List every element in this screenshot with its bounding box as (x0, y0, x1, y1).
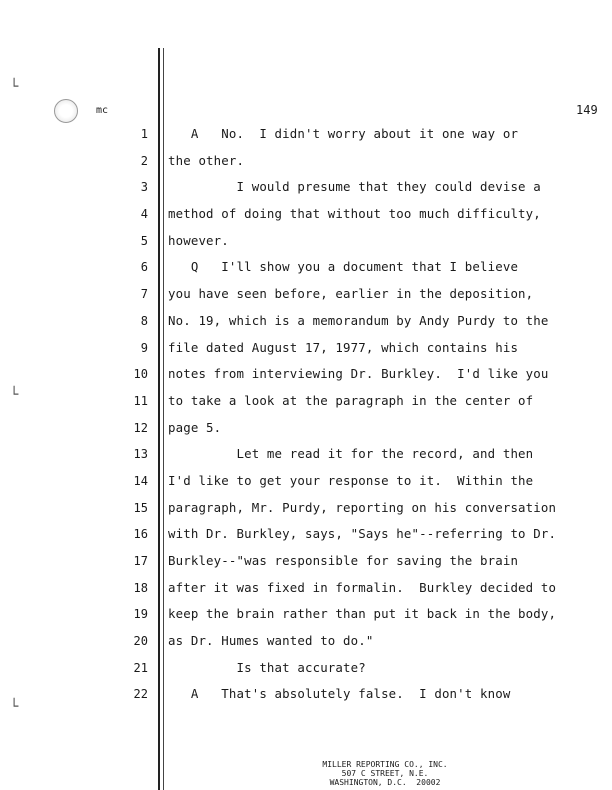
transcript-lines (0, 124, 612, 711)
line-text: keep the brain rather than put it back in the body, (168, 606, 557, 622)
line-number: 13 (133, 447, 148, 462)
line-number: 15 (133, 500, 148, 515)
transcript-line (0, 658, 612, 685)
line-number: 10 (133, 367, 148, 382)
transcript-line (0, 551, 612, 578)
line-number: 20 (133, 634, 148, 649)
footer-company: MILLER REPORTING CO., INC. (322, 760, 448, 769)
line-number: 6 (140, 260, 148, 275)
line-text: Burkley--"was responsible for saving the brain (168, 553, 519, 568)
line-number: 19 (133, 607, 148, 622)
line-number: 16 (133, 527, 148, 542)
line-text: the other. (168, 152, 245, 168)
line-number: 17 (133, 554, 148, 568)
line-number: 3 (140, 180, 148, 195)
transcript-line (0, 498, 612, 525)
line-text: Let me read it for the record, and then (168, 446, 534, 462)
transcript-line (0, 578, 612, 605)
line-text: you have seen before, earlier in the deposition, (168, 286, 534, 302)
line-number: 21 (133, 660, 148, 675)
transcript-line (0, 471, 612, 498)
line-text: paragraph, Mr. Purdy, reporting on his conversation (168, 499, 557, 515)
transcript-line (0, 631, 612, 658)
transcript-line (0, 204, 612, 231)
transcript-line (0, 311, 612, 338)
line-number: 18 (133, 580, 148, 595)
reporter-footer (290, 760, 480, 787)
line-text: I'd like to get your response to it. Within the (168, 472, 534, 488)
binding-mark: └ (10, 699, 19, 715)
line-number: 12 (133, 420, 148, 435)
footer-street: 507 C STREET, N.E. (341, 769, 429, 778)
transcript-line (0, 151, 612, 178)
transcript-line (0, 124, 612, 151)
page-number: 149 (576, 103, 598, 117)
transcript-line (0, 338, 612, 365)
line-number: 7 (140, 287, 148, 302)
transcript-line (0, 391, 612, 418)
binding-mark: └ (10, 387, 19, 403)
transcript-line (0, 257, 612, 284)
line-text: A No. I didn't worry about it one way or (168, 126, 519, 141)
line-number: 8 (140, 313, 148, 328)
line-text: page 5. (168, 419, 222, 435)
transcript-line (0, 684, 612, 711)
line-number: 9 (140, 340, 148, 355)
transcript-line (0, 177, 612, 204)
transcript-line (0, 231, 612, 258)
line-text: Q I'll show you a document that I believe (168, 259, 519, 275)
punch-hole-mark (54, 99, 78, 123)
line-number: 1 (140, 127, 148, 141)
transcript-line (0, 418, 612, 445)
line-number: 4 (140, 207, 148, 222)
transcript-line (0, 524, 612, 551)
reporter-initials: mc (96, 105, 109, 116)
line-text: A That's absolutely false. I don't know (168, 686, 511, 702)
transcript-line (0, 604, 612, 631)
line-text: notes from interviewing Dr. Burkley. I'd like you (168, 366, 549, 382)
transcript-line (0, 284, 612, 311)
line-text: method of doing that without too much difficulty, (168, 206, 541, 222)
line-number: 14 (133, 473, 148, 488)
line-text: with Dr. Burkley, says, "Says he"--referring to Dr. (168, 526, 557, 542)
line-number: 22 (133, 687, 148, 702)
line-number: 5 (140, 233, 148, 248)
footer-city: WASHINGTON, D.C. 20002 (329, 778, 441, 787)
line-text: to take a look at the paragraph in the center of (168, 392, 534, 408)
line-number: 2 (140, 153, 148, 168)
line-number: 11 (133, 393, 148, 408)
binding-mark: └ (10, 79, 19, 95)
line-text: however. (168, 232, 229, 248)
line-text: I would presume that they could devise a (168, 179, 541, 195)
transcript-line (0, 444, 612, 471)
transcript-line (0, 364, 612, 391)
line-text: Is that accurate? (168, 659, 366, 675)
line-text: file dated August 17, 1977, which contains his (168, 339, 519, 355)
line-text: after it was fixed in formalin. Burkley decided to (168, 579, 557, 595)
line-text: as Dr. Humes wanted to do." (168, 633, 374, 649)
line-text: No. 19, which is a memorandum by Andy Purdy to the (168, 312, 549, 328)
